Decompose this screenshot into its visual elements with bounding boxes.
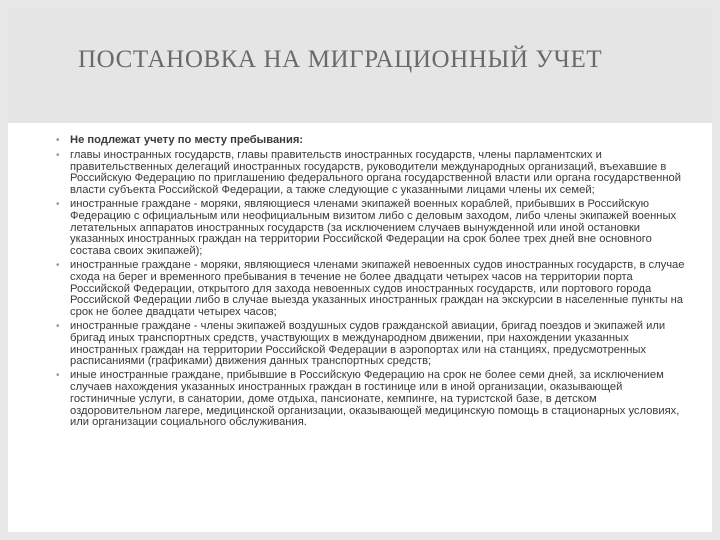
list-heading xyxy=(56,135,686,147)
list-item-civil-sailors xyxy=(56,260,686,319)
slide-content xyxy=(56,135,686,431)
bullet-icon: • xyxy=(56,135,60,146)
list-item-text: иностранные граждане - моряки, являющиеся членами экипажей невоенных судов иностранных государств, в случае схода на берег и временного пребывания в течение не более двадцати четырех часов на территории порта Российской Федерации, открытого для захода невоенных судов иностранных государств, или портового города Российской Федерации либо в случае выезда указанных иностранных граждан на экскурсии в населенные пункты на срок не более двадцати четырех часов; xyxy=(70,258,685,319)
list-item-text: иностранные граждане - члены экипажей воздушных судов гражданской авиации, бригад поездов и экипажей или бригад иных транспортных средств, участвующих в международном движении, при нахождении указанных иностранных граждан на территории Российской Федерации в аэропортах или на станциях, предусмотренных расписаниями (графиками) движения данных транспортных средств; xyxy=(70,319,666,368)
bullet-list xyxy=(56,135,686,429)
bullet-icon: • xyxy=(56,259,60,271)
bullet-icon: • xyxy=(56,320,60,332)
list-item-heads-of-state xyxy=(56,150,686,197)
list-item-short-stay xyxy=(56,370,686,429)
list-item-text: иные иностранные граждане, прибывшие в Российскую Федерацию на срок не более семи дней, за исключением случаев нахождения указанных иностранных граждан в гостинице или в иной организации, оказывающей гостиничные услуги, в санатории, доме отдыха, пансионате, кемпинге, на туристской базе, в детском оздоровительном лагере, медицинской организации, оказывающей медицинскую помощь в стационарных условиях, или организации социального обслуживания. xyxy=(70,369,680,429)
list-item-text: главы иностранных государств, главы правительств иностранных государств, члены парламентских и правительственных делегаций иностранных государств, руководители международных организаций, въехавшие в Российскую Федерацию по приглашению федерального органа государственной власти или органа государственной власти субъекта Российской Федерации, а также следующие с указанными лицами члены их семей; xyxy=(70,148,681,197)
list-item-transport-crews xyxy=(56,321,686,368)
bullet-icon: • xyxy=(56,370,60,382)
slide-title: ПОСТАНОВКА НА МИГРАЦИОННЫЙ УЧЕТ xyxy=(78,46,603,73)
bullet-icon: • xyxy=(56,198,60,210)
list-item-text: иностранные граждане - моряки, являющиеся членами экипажей военных кораблей, прибывших в Российскую Федерацию с официальным или неофициальным визитом либо с деловым заходом, либо члены экипажей военных летательных аппаратов иностранных государств (за исключением случаев вынужденной или иной остановки указанных иностранных граждан на территории Российской Федерации на срок более трех дней вне основного состава своих экипажей); xyxy=(70,197,677,258)
bullet-icon: • xyxy=(56,149,60,161)
list-item-military-sailors xyxy=(56,199,686,258)
list-heading-text: Не подлежат учету по месту пребывания: xyxy=(70,134,304,146)
